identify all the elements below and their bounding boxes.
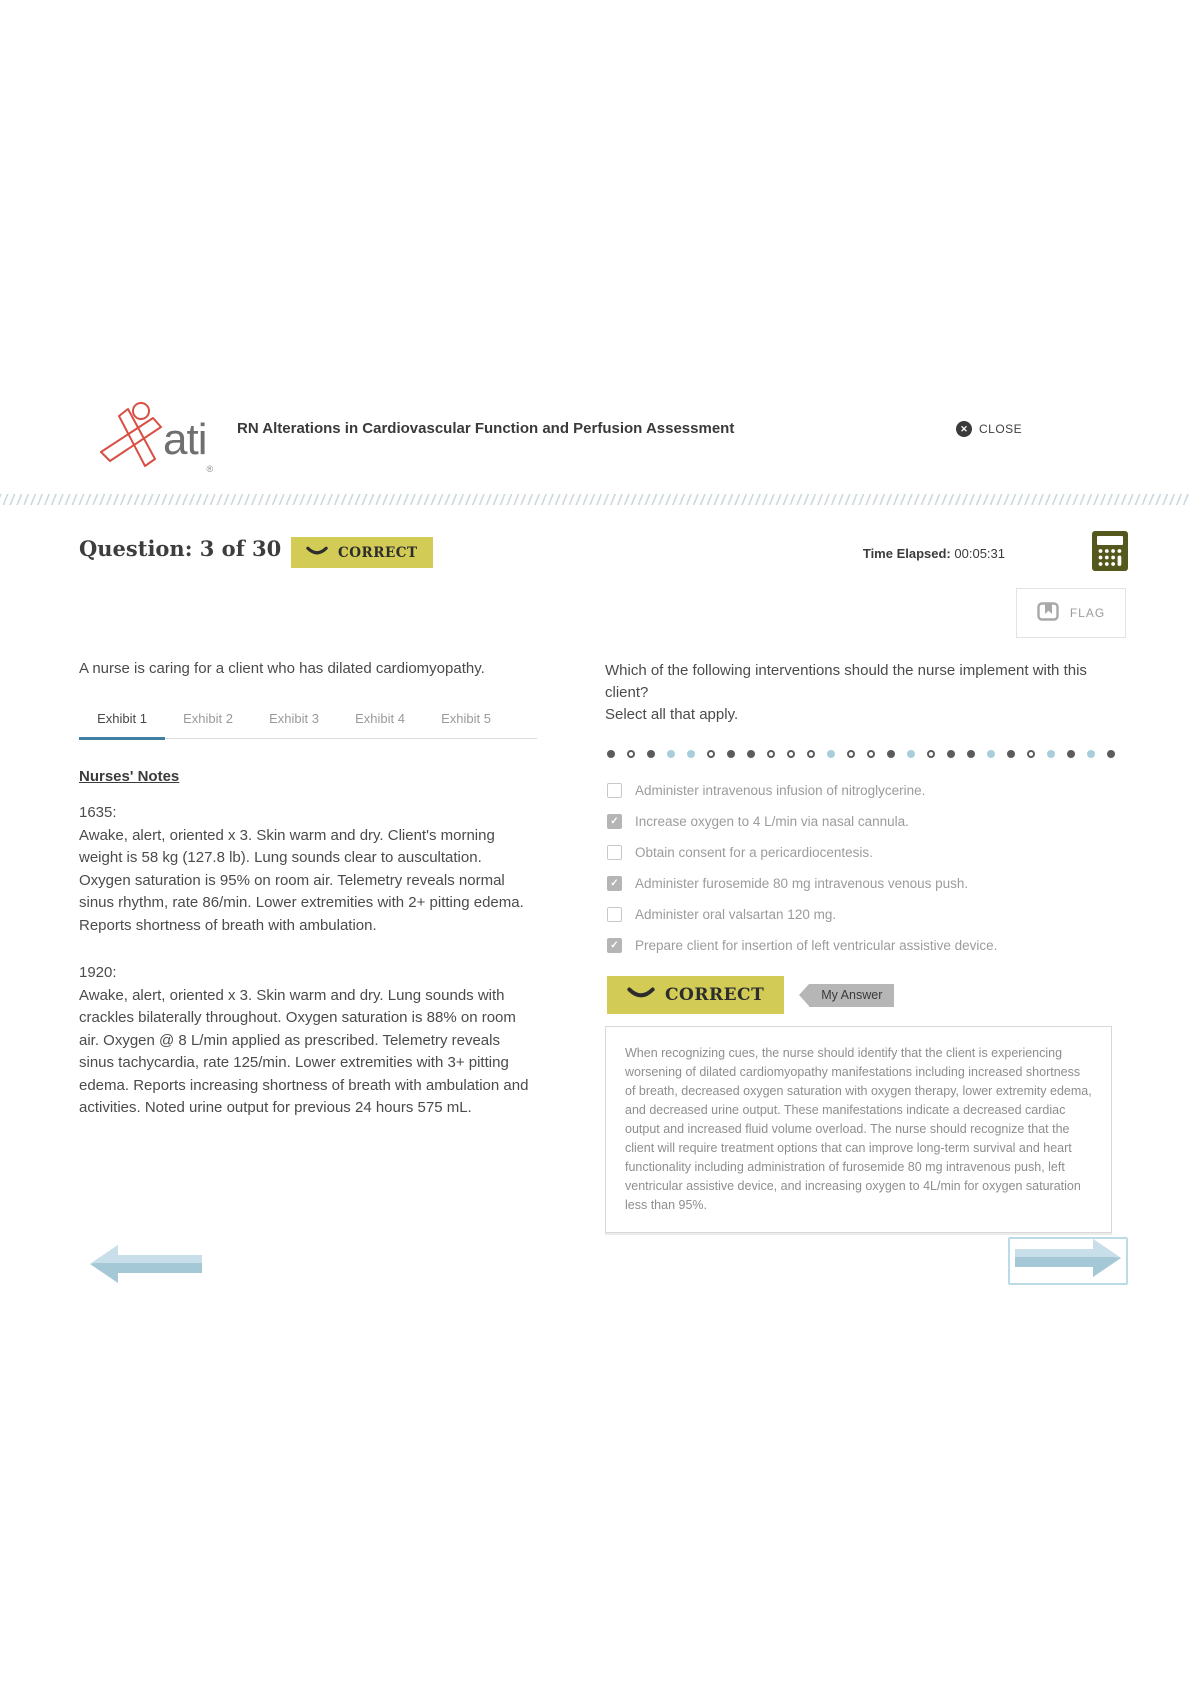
- smile-icon: [627, 985, 655, 1005]
- option-row[interactable]: [607, 876, 1117, 891]
- option-row[interactable]: [607, 845, 1117, 860]
- close-icon: ✕: [956, 421, 972, 437]
- progress-dot: [1087, 750, 1095, 758]
- checkbox[interactable]: [607, 845, 622, 860]
- options-list: [607, 783, 1117, 953]
- close-button[interactable]: [956, 421, 1022, 437]
- select-all-instruction: Select all that apply.: [605, 706, 739, 723]
- progress-dot: [1067, 750, 1075, 758]
- progress-dot: [907, 750, 915, 758]
- my-answer-tag: My Answer: [809, 984, 894, 1007]
- hatched-divider: [0, 494, 1190, 505]
- question-counter: Question: 3 of 30: [79, 536, 282, 561]
- progress-dot: [887, 750, 895, 758]
- close-label: CLOSE: [979, 422, 1023, 436]
- note-entry-text: Awake, alert, oriented x 3. Skin warm and dry. Lung sounds with crackles bilaterally throughout. Oxygen saturation is 88% on room air. Oxygen @ 8 L/min applied as prescribed. Telemetry reveals sinus tachycardia, rate 125/min. Lower extremities with 3+ pitting edema. Reports increasing shortness of breath with ambulation and activities. Noted urine output for previous 24 hours 575 mL.: [79, 986, 529, 1116]
- tab-exhibit-3[interactable]: Exhibit 3: [251, 703, 337, 738]
- note-entry-time: 1920:: [79, 964, 117, 981]
- option-label: Obtain consent for a pericardiocentesis.: [635, 845, 873, 860]
- correct-badge-label: CORRECT: [338, 544, 418, 561]
- smile-icon: [306, 545, 328, 561]
- progress-dot: [787, 750, 795, 758]
- exhibit-panel: [79, 660, 537, 1120]
- page-title: RN Alterations in Cardiovascular Function and Perfusion Assessment: [237, 420, 735, 437]
- flag-label: FLAG: [1069, 606, 1106, 620]
- progress-dot: [1007, 750, 1015, 758]
- answer-result: [607, 976, 1117, 1014]
- progress-dot: [747, 750, 755, 758]
- ati-logo: [93, 398, 268, 478]
- registered-mark: ®: [206, 464, 213, 474]
- tab-exhibit-1[interactable]: Exhibit 1: [79, 703, 165, 738]
- progress-dot: [807, 750, 815, 758]
- calculator-icon: [1092, 559, 1128, 574]
- option-label: Administer furosemide 80 mg intravenous venous push.: [635, 876, 969, 891]
- flag-icon: [1037, 602, 1061, 625]
- progress-dot: [1047, 750, 1055, 758]
- progress-dot: [607, 750, 615, 758]
- next-question-button[interactable]: [1008, 1237, 1128, 1285]
- exhibit-tabs: [79, 703, 537, 739]
- time-elapsed-value: 00:05:31: [954, 546, 1005, 561]
- progress-dot: [707, 750, 715, 758]
- tab-exhibit-2[interactable]: Exhibit 2: [165, 703, 251, 738]
- progress-dot: [647, 750, 655, 758]
- flag-button[interactable]: [1016, 588, 1126, 638]
- rationale-text: When recognizing cues, the nurse should identify that the client is experiencing worsening of dilated cardiomyopathy manifestations including increased shortness of breath, decreased oxygen saturation with oxygen therapy, lower extremity edema, and decreased urine output. These manifestations indicate a decreased cardiac output and increased fluid volume overload. The nurse should recognize that the client will require treatment options that can improve long-term survival and heart functionality including administration of furosemide 80 mg intravenous push, left ventricular assistive device, and increasing oxygen to 4L/min for oxygen saturation less than 95%.: [625, 1046, 1092, 1212]
- checkbox[interactable]: [607, 814, 622, 829]
- option-row[interactable]: [607, 938, 1117, 953]
- correct-badge: [291, 537, 433, 568]
- time-elapsed: [815, 546, 1005, 561]
- answer-correct-badge: [607, 976, 784, 1014]
- progress-dot: [727, 750, 735, 758]
- answer-panel: [605, 660, 1117, 1233]
- progress-dot: [987, 750, 995, 758]
- checkbox[interactable]: [607, 907, 622, 922]
- checkbox[interactable]: [607, 876, 622, 891]
- option-row[interactable]: [607, 814, 1117, 829]
- arrow-right-icon: [1015, 1238, 1121, 1281]
- rationale-box: [605, 1026, 1112, 1233]
- progress-dot: [1107, 750, 1115, 758]
- progress-dot: [947, 750, 955, 758]
- progress-dot: [927, 750, 935, 758]
- answer-correct-label: CORRECT: [665, 985, 765, 1005]
- option-label: Prepare client for insertion of left ventricular assistive device.: [635, 938, 998, 953]
- note-entry-time: 1635:: [79, 804, 117, 821]
- arrow-left-icon: [90, 1273, 202, 1288]
- progress-dot: [847, 750, 855, 758]
- option-row[interactable]: [607, 783, 1117, 798]
- time-elapsed-label: Time Elapsed:: [862, 546, 951, 561]
- progress-dot: [667, 750, 675, 758]
- progress-dots: [607, 750, 1117, 758]
- option-label: Increase oxygen to 4 L/min via nasal cannula.: [635, 814, 909, 829]
- progress-dot: [687, 750, 695, 758]
- progress-dot: [627, 750, 635, 758]
- calculator-button[interactable]: [1092, 531, 1128, 574]
- previous-question-button[interactable]: [90, 1243, 202, 1288]
- checkbox[interactable]: [607, 783, 622, 798]
- tab-exhibit-4[interactable]: Exhibit 4: [337, 703, 423, 738]
- option-label: Administer intravenous infusion of nitroglycerine.: [635, 783, 926, 798]
- progress-dot: [1027, 750, 1035, 758]
- ati-wordmark: ati$_®$: [163, 415, 213, 474]
- progress-dot: [867, 750, 875, 758]
- checkbox[interactable]: [607, 938, 622, 953]
- progress-dot: [827, 750, 835, 758]
- option-row[interactable]: [607, 907, 1117, 922]
- question-text: Which of the following interventions should the nurse implement with this client?: [605, 662, 1087, 701]
- option-label: Administer oral valsartan 120 mg.: [635, 907, 837, 922]
- progress-dot: [767, 750, 775, 758]
- notes-title: Nurses' Notes: [79, 768, 180, 785]
- progress-dot: [967, 750, 975, 758]
- note-entry-text: Awake, alert, oriented x 3. Skin warm and dry. Client's morning weight is 58 kg (127.8 lb). Lung sounds clear to auscultation. Oxygen saturation is 95% on room air. Telemetry reveals normal sinus rhythm, rate 86/min. Lower extremities with 2+ pitting edema. Reports shortness of breath with ambulation.: [79, 826, 524, 934]
- tab-exhibit-5[interactable]: Exhibit 5: [423, 703, 509, 738]
- question-stem: A nurse is caring for a client who has dilated cardiomyopathy.: [79, 660, 485, 677]
